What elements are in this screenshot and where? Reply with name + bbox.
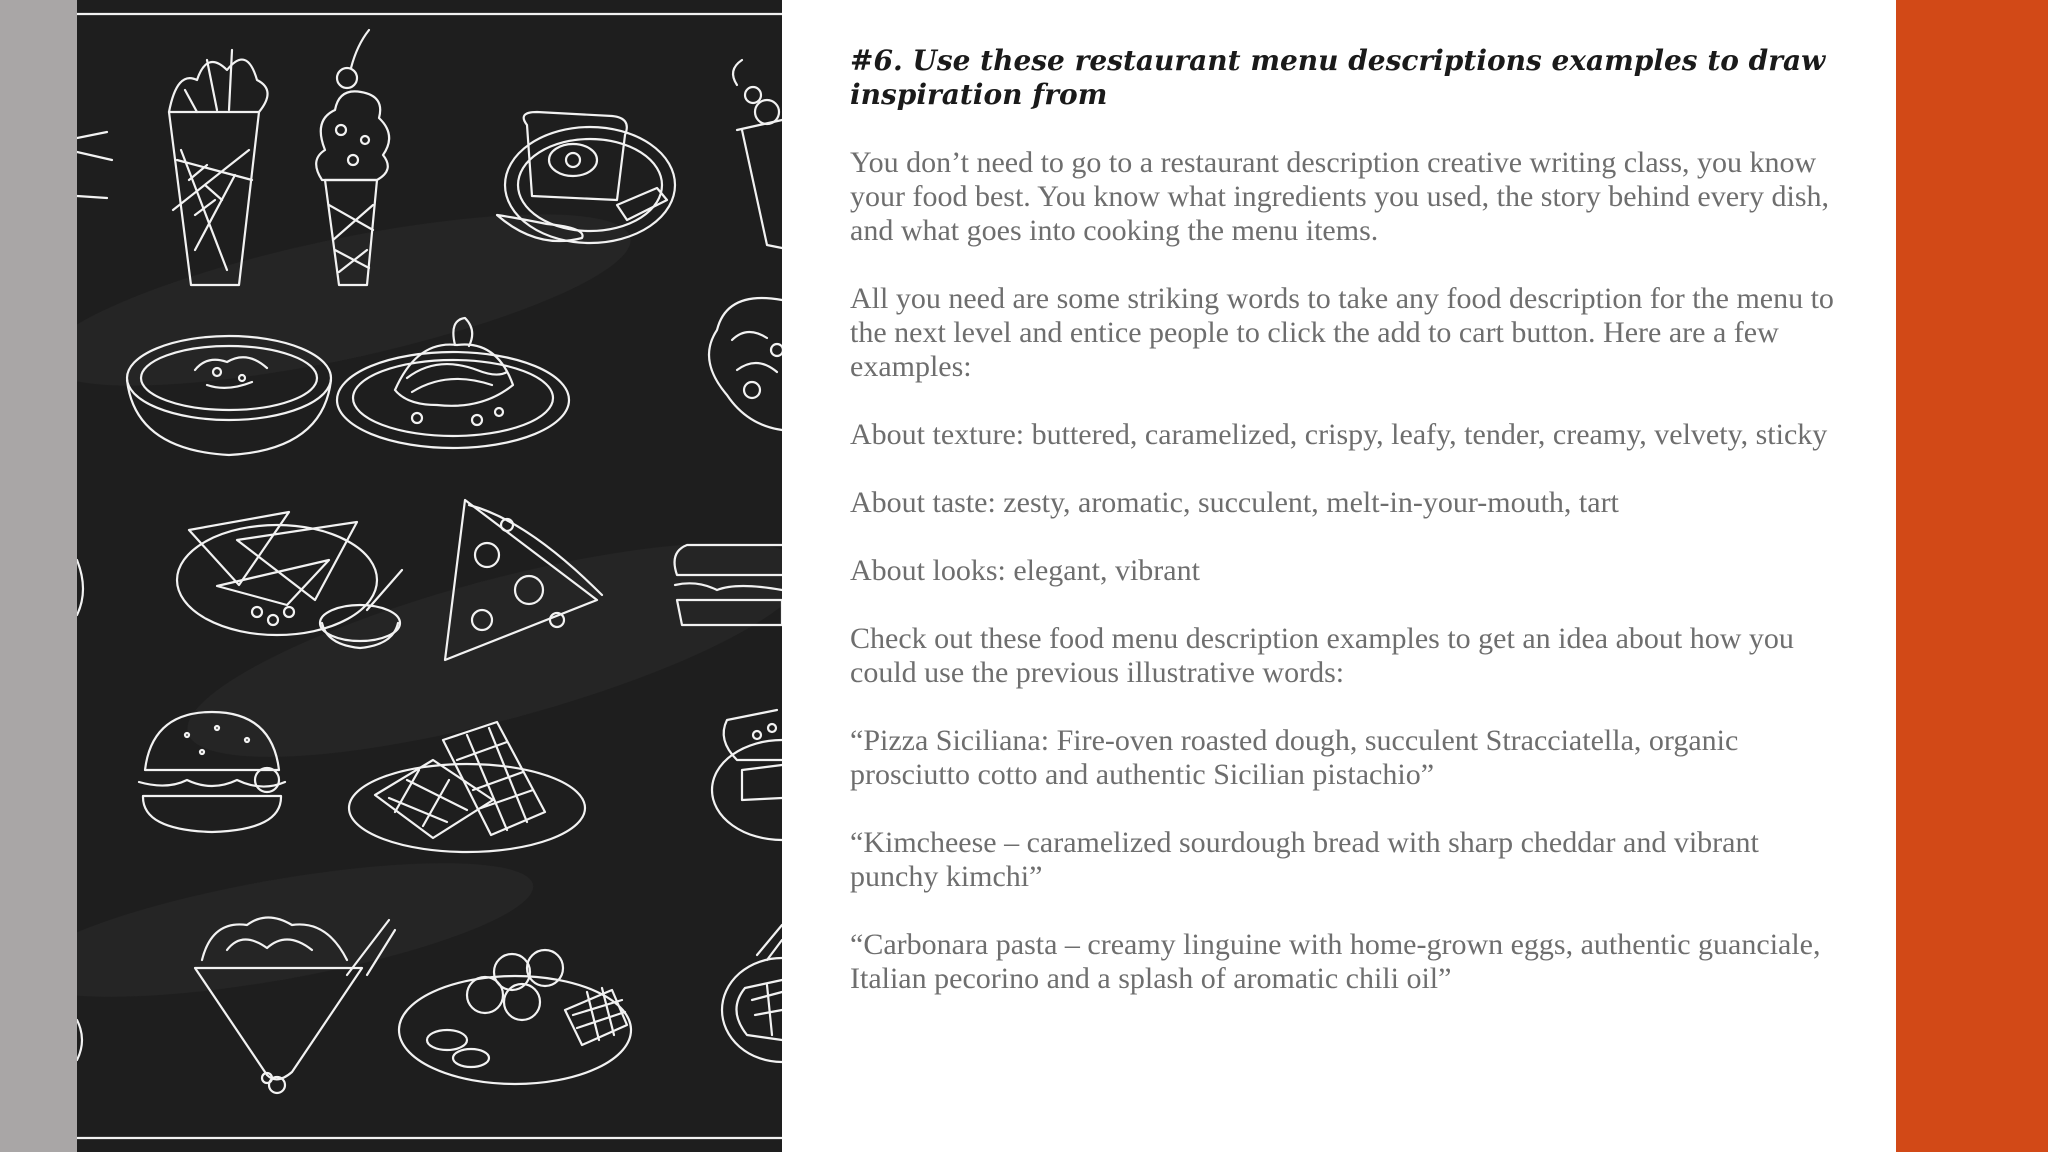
paragraph-examples-intro: Check out these food menu description examples to get an idea about how you could use the previous illustrative words:	[850, 622, 1794, 689]
paragraph-texture: About texture: buttered, caramelized, crispy, leafy, tender, creamy, velvety, sticky	[850, 418, 1828, 451]
wrap-icon	[169, 50, 268, 285]
club-sandwich-icon	[712, 710, 782, 840]
steak-plate-icon	[722, 925, 782, 1062]
paragraph-looks: About looks: elegant, vibrant	[850, 554, 1200, 587]
partial-food-left-edge-icon	[77, 132, 112, 1060]
partial-dessert-cup-icon	[733, 60, 782, 248]
slide-heading: #6. Use these restaurant menu descriptions examples to draw inspiration from	[850, 44, 1826, 111]
left-gray-strip	[0, 0, 77, 1152]
example-kimcheese: “Kimcheese – caramelized sourdough bread with sharp cheddar and vibrant punchy kimchi”	[850, 826, 1759, 893]
paragraph-taste: About taste: zesty, aromatic, succulent, melt-in-your-mouth, tart	[850, 486, 1619, 519]
paragraph-intro: You don’t need to go to a restaurant description creative writing class, you know your food best. You know what ingredients you used, the story behind every dish, and what goes into cooking the menu items.	[850, 146, 1830, 247]
slide-content	[850, 44, 1850, 1030]
chalkboard-food-illustration	[77, 0, 782, 1152]
example-pizza: “Pizza Siciliana: Fire-oven roasted dough, succulent Stracciatella, organic prosciutto cotto and authentic Sicilian pistachio”	[850, 724, 1739, 791]
meatballs-plate-icon	[399, 950, 631, 1084]
salad-icon	[709, 298, 782, 430]
right-accent-bar	[1896, 0, 2048, 1152]
example-carbonara: “Carbonara pasta – creamy linguine with home-grown eggs, authentic guanciale, Italian pecorino and a splash of aromatic chili oil”	[850, 928, 1821, 995]
paragraph-striking-words: All you need are some striking words to take any food description for the menu to the next level and entice people to click the add to cart button. Here are a few examples:	[850, 282, 1834, 383]
